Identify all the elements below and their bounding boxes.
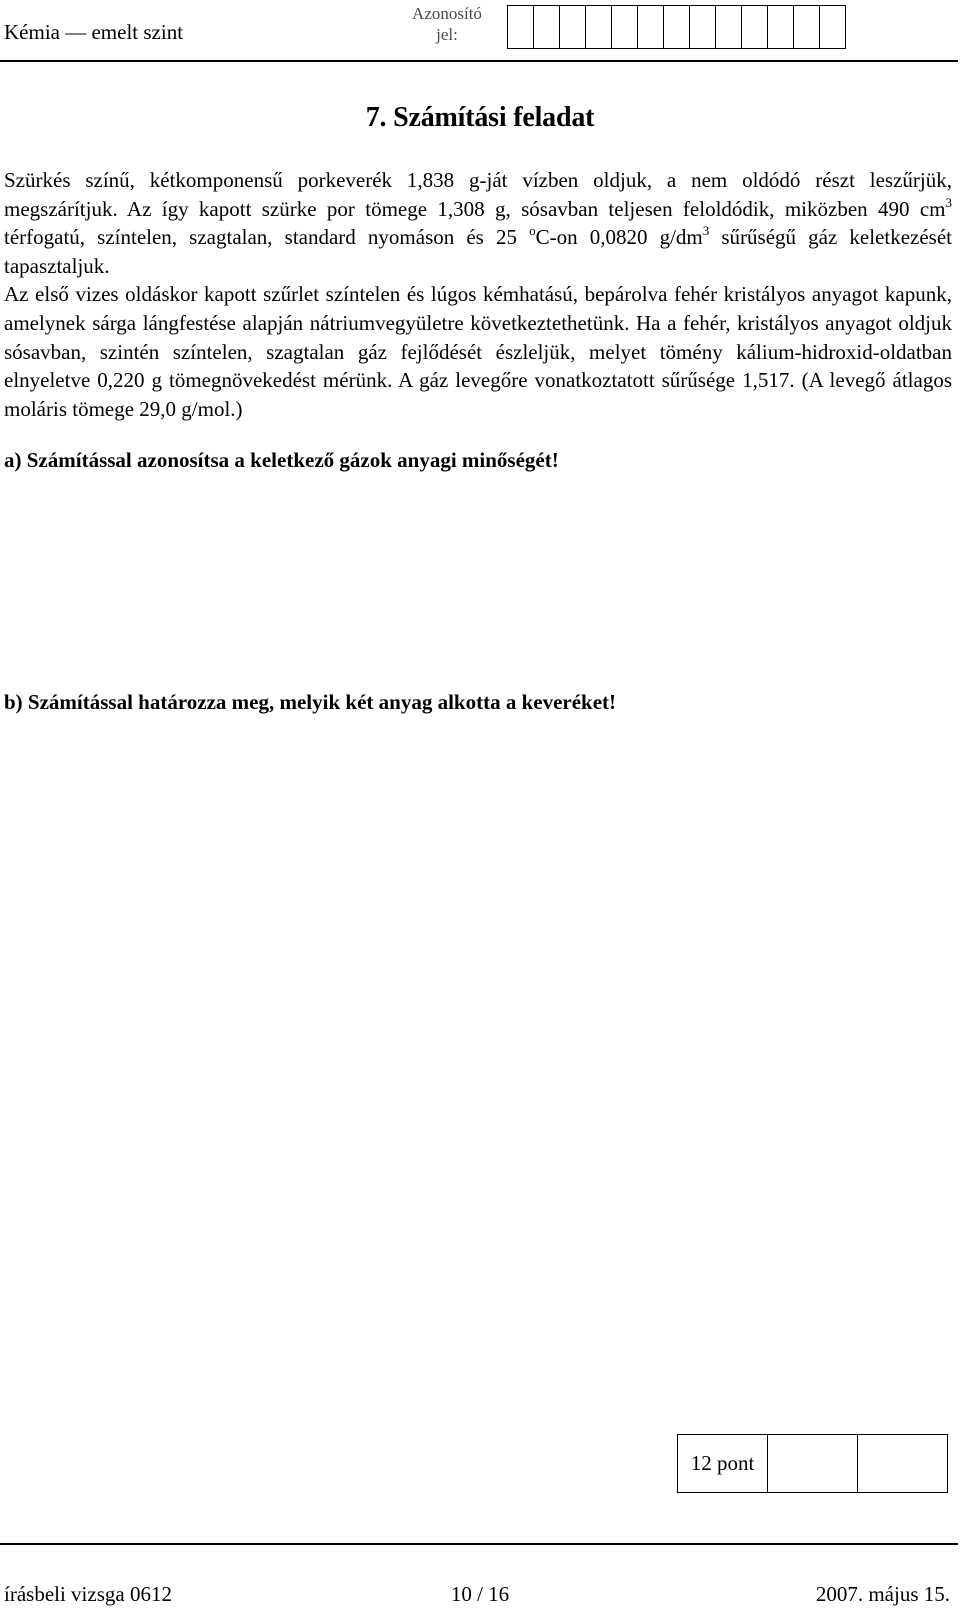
task-paragraph-2: Az első vizes oldáskor kapott szűrlet színtelen és lúgos kémhatású, bepárolva fehér kristályos anyagot kapunk, amelynek sárga lángfestése alapján nátriumvegyületre következtethetünk. Ha a fehér, kristályos anyagot oldjuk sósavban, szintén színtelen, szagtalan gáz fejlődését észleljük, melyet tömény kálium-hidroxid-oldatban elnyeletve 0,220 g tömegnövekedést mérünk. A gáz levegőre vonatkoztatott sűrűsége 1,517. (A levegő átlagos moláris tömege 29,0 g/mol.) (4, 282, 952, 421)
score-table (677, 1434, 948, 1493)
score-label: 12 pont (678, 1435, 768, 1493)
id-label-line1: Azonosító (412, 4, 482, 23)
id-box (741, 5, 768, 49)
id-label (395, 3, 499, 45)
footer-page-number: 10 / 16 (450, 1582, 510, 1606)
id-box (663, 5, 690, 49)
id-box (767, 5, 794, 49)
id-box (585, 5, 612, 49)
id-box (611, 5, 638, 49)
footer-date: 2007. május 15. (815, 1582, 950, 1606)
id-label-line2: jel: (436, 25, 458, 44)
task-title: 7. Számítási feladat (365, 102, 595, 133)
id-box (715, 5, 742, 49)
id-box (689, 5, 716, 49)
id-boxes (508, 5, 846, 49)
id-box (559, 5, 586, 49)
footer-rule (0, 1543, 958, 1545)
header-rule (0, 60, 958, 62)
id-box (793, 5, 820, 49)
task-paragraph-1: Szürkés színű, kétkomponensű porkeverék 1,838 g-ját vízben oldjuk, a nem oldódó részt leszűrjük, megszárítjuk. Az így kapott szürke por tömege 1,308 g, sósavban teljesen feloldódik, miközben 490 $cm^3$ térfogatú, színtelen, szagtalan, standard nyomáson és 25 $^o$C-on 0,0820 $g/dm^3$ sűrűségű gáz keletkezését tapasztaljuk. (4, 168, 952, 278)
question-a: a) Számítással azonosítsa a keletkező gázok anyagi minőségét! (4, 448, 559, 472)
footer-exam-code: írásbeli vizsga 0612 (4, 1582, 172, 1606)
id-box (637, 5, 664, 49)
id-box (819, 5, 846, 49)
header-subject: Kémia — emelt szint (4, 20, 184, 44)
score-recorded-cell (858, 1435, 948, 1493)
score-earned-cell (768, 1435, 858, 1493)
id-box (533, 5, 560, 49)
task-body (4, 166, 952, 423)
id-box (507, 5, 534, 49)
question-b: b) Számítással határozza meg, melyik két anyag alkotta a keveréket! (4, 690, 617, 714)
